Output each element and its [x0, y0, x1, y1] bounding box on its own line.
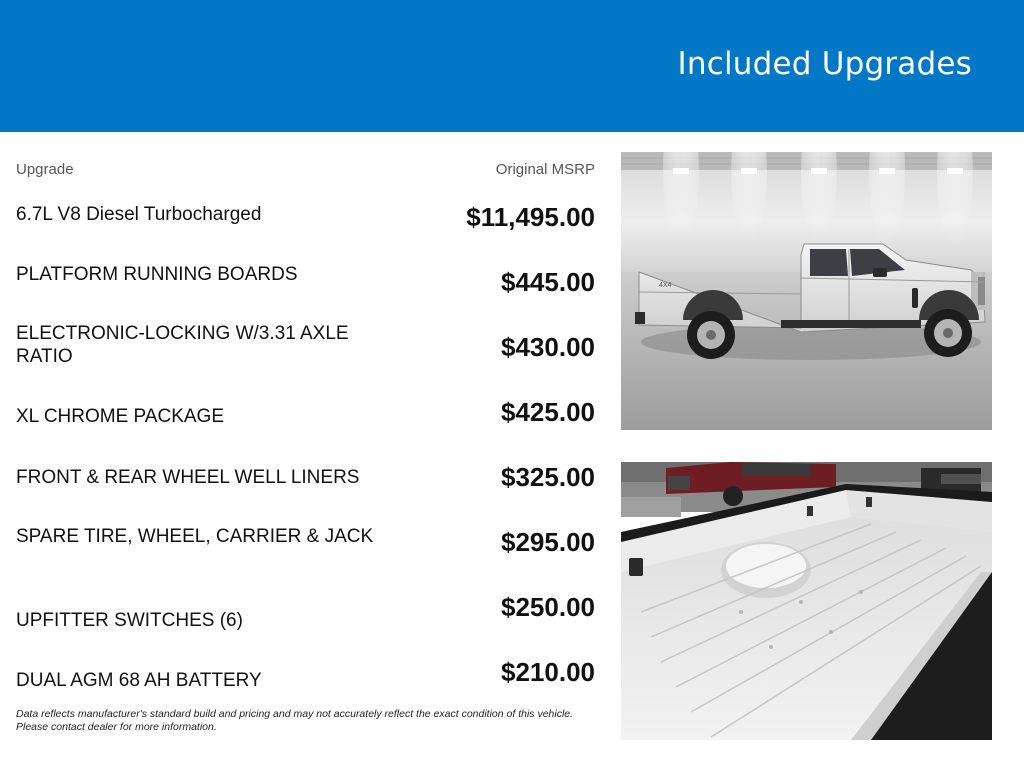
upgrade-price: $295.00	[501, 527, 595, 557]
table-row	[16, 395, 595, 455]
upgrade-label: 6.7L V8 Diesel Turbocharged	[16, 204, 262, 225]
upgrade-price: $445.00	[501, 267, 595, 297]
table-row	[16, 458, 595, 518]
truck-badge: 4X4	[659, 282, 672, 289]
table-row	[16, 200, 595, 260]
upgrade-label: PLATFORM RUNNING BOARDS	[16, 264, 298, 285]
upgrade-price: $325.00	[501, 462, 595, 492]
table-row	[16, 322, 595, 382]
upgrade-price: $250.00	[501, 592, 595, 622]
table-row	[16, 655, 595, 715]
upgrade-price: $210.00	[501, 657, 595, 687]
column-header-upgrade: Upgrade	[16, 161, 74, 178]
header-banner	[0, 0, 1024, 132]
upgrade-label: SPARE TIRE, WHEEL, CARRIER & JACK	[16, 526, 374, 547]
upgrade-price: $425.00	[501, 397, 595, 427]
column-header-msrp: Original MSRP	[495, 161, 595, 178]
table-row	[16, 525, 595, 585]
truck-bed-photo	[621, 462, 992, 740]
upgrade-label: DUAL AGM 68 AH BATTERY	[16, 670, 262, 691]
truck-side-photo	[621, 152, 992, 430]
table-row	[16, 590, 595, 650]
upgrade-label: UPFITTER SWITCHES (6)	[16, 610, 243, 631]
table-row	[16, 262, 595, 322]
upgrade-label: XL CHROME PACKAGE	[16, 406, 224, 427]
upgrade-price: $11,495.00	[466, 202, 595, 232]
upgrade-price: $430.00	[501, 332, 595, 362]
upgrade-label: FRONT & REAR WHEEL WELL LINERS	[16, 467, 360, 488]
disclaimer-text: Data reflects manufacturer's standard build and pricing and may not accurately reflect the exact condition of this vehicle. Please contact dealer for more information.	[16, 708, 574, 733]
page-title: Included Upgrades	[677, 46, 972, 82]
upgrade-label: ELECTRONIC-LOCKING W/3.31 AXLE RATIO	[16, 323, 349, 367]
